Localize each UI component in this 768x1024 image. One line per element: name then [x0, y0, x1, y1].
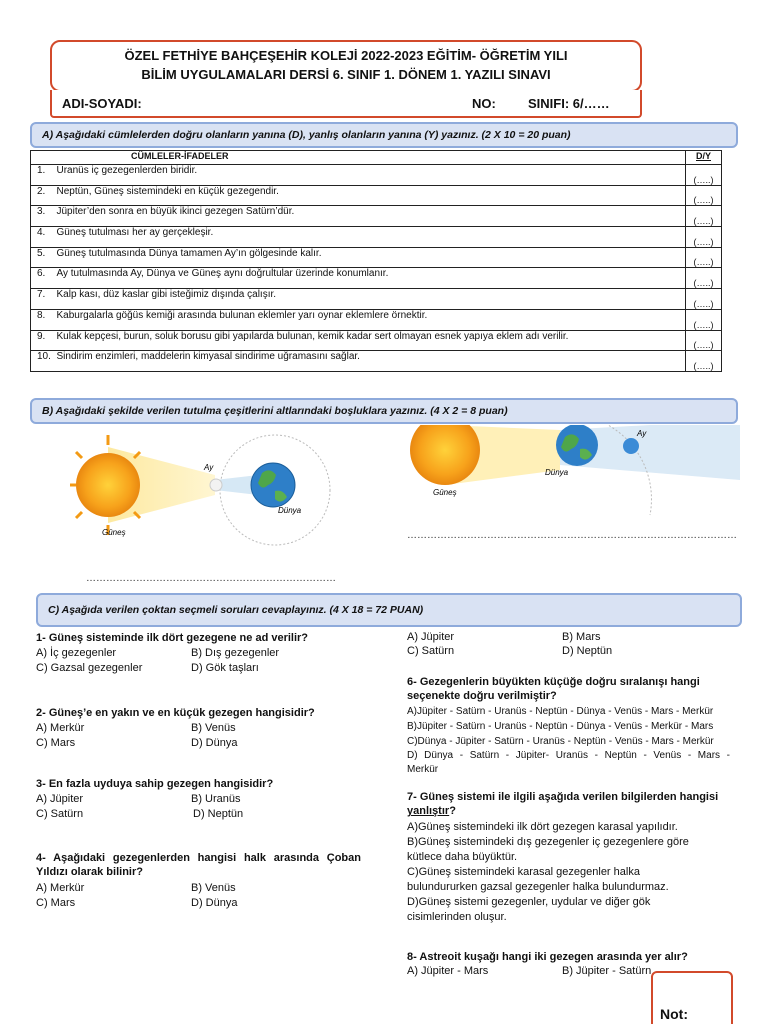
grade-label: Not: [660, 1006, 688, 1022]
q1-option-c[interactable]: C) Gazsal gezegenler [36, 662, 143, 674]
q1-option-a[interactable]: A) İç gezegenler [36, 647, 117, 659]
row-number: 7. [31, 289, 55, 310]
statement-text: Neptün, Güneş sistemindeki en küçük gezegendir. [55, 185, 686, 206]
moon-icon [210, 479, 222, 491]
q4-option-a[interactable]: A) Merkür [36, 882, 85, 894]
q7-option-d-line1[interactable]: D)Güneş sistemi gezegenler, uydular ve diğer gök [407, 896, 651, 908]
row-number: 4. [31, 227, 55, 248]
q6-option-a[interactable]: A)Jüpiter - Satürn - Uranüs - Neptün - Dünya - Venüs - Mars - Merkür [407, 706, 714, 717]
table-row [31, 247, 722, 268]
class-label: SINIFI: 6/…… [528, 96, 610, 111]
table-row [31, 227, 722, 248]
q4-option-c[interactable]: C) Mars [36, 897, 76, 909]
statement-text: Ay tutulmasında Ay, Dünya ve Güneş aynı doğrultular üzerinde konumlanır. [55, 268, 686, 289]
moon-icon [623, 438, 639, 454]
q2-option-b[interactable]: B) Venüs [191, 722, 236, 734]
q4-option-b[interactable]: B) Venüs [191, 882, 236, 894]
question-6-line2: seçenekte doğru verilmiştir? [407, 690, 557, 702]
question-8: 8- Astreoit kuşağı hangi iki gezegen arasında yer alır? [407, 951, 688, 963]
answer-blank[interactable]: (…..) [686, 268, 722, 289]
q7-option-b-line1[interactable]: B)Güneş sistemindeki dış gezegenler iç gezegenlere göre [407, 836, 689, 848]
table-header-row [31, 151, 722, 165]
school-title: ÖZEL FETHİYE BAHÇEŞEHİR KOLEJİ 2022-2023 EĞİTİM- ÖĞRETİM YILI [124, 48, 568, 63]
q1-option-b[interactable]: B) Dış gezegenler [191, 647, 280, 659]
q1-option-d[interactable]: D) Gök taşları [191, 662, 259, 674]
question-4-line2: Yıldızı olarak bilinir? [36, 866, 143, 878]
question-1: 1- Güneş sisteminde ilk dört gezegene ne ad verilir? [36, 632, 309, 644]
q7-option-c-line2[interactable]: bulundururken gazsal gezegenler halka bulundurmaz. [407, 881, 669, 893]
question-7-line2 [407, 804, 456, 818]
answer-blank[interactable]: (…..) [686, 206, 722, 227]
q8-option-b[interactable]: B) Jüpiter - Satürn [562, 965, 652, 977]
question-7-underlined: yanlıştır [407, 805, 450, 817]
statement-column-header: CÜMLELER-İFADELER [31, 151, 686, 165]
question-4-line1: 4- Aşağıdaki gezegenlerden hangisi halk arasında Çoban [36, 852, 361, 864]
dy-column-header: D/Y [686, 151, 722, 165]
row-number: 9. [31, 330, 55, 351]
answer-blank[interactable]: (…..) [686, 351, 722, 372]
section-c-title: C) Aşağıda verilen çoktan seçmeli soruları cevaplayınız. (4 X 18 = 72 PUAN) [36, 593, 742, 627]
section-b-title: B) Aşağıdaki şekilde verilen tutulma çeşitlerini altlarındaki boşluklara yazınız. (4 X 2 = 8 puan) [30, 398, 738, 424]
earth-label: Dünya [278, 506, 302, 515]
q5-option-b[interactable]: B) Mars [562, 631, 601, 643]
row-number: 5. [31, 247, 55, 268]
answer-blank[interactable]: (…..) [686, 165, 722, 186]
row-number: 2. [31, 185, 55, 206]
q2-option-c[interactable]: C) Mars [36, 737, 76, 749]
table-row [31, 351, 722, 372]
q6-option-c[interactable]: C)Dünya - Jüpiter - Satürn - Uranüs - Neptün - Venüs - Mars - Merkür [407, 736, 714, 747]
sun-label: Güneş [102, 528, 126, 537]
moon-label: Ay [204, 463, 214, 472]
row-number: 10. [31, 351, 55, 372]
statement-text: Uranüs iç gezegenlerden biridir. [55, 165, 686, 186]
question-6-line1: 6- Gezegenlerin büyükten küçüğe doğru sıralanışı hangi [407, 676, 700, 688]
statement-text: Kalp kası, düz kaslar gibi isteğimiz dışında çalışır. [55, 289, 686, 310]
earth-icon [251, 463, 295, 507]
earth-icon [556, 425, 598, 466]
row-number: 8. [31, 309, 55, 330]
table-row [31, 206, 722, 227]
answer-blank[interactable]: (…..) [686, 227, 722, 248]
q7-option-b-line2[interactable]: kütlece daha büyüktür. [407, 851, 518, 863]
name-label: ADI-SOYADI: [62, 96, 142, 111]
answer-blank[interactable]: (…..) [686, 309, 722, 330]
question-7-mark: ? [449, 805, 456, 817]
exam-title: BİLİM UYGULAMALARI DERSİ 6. SINIF 1. DÖNEM 1. YAZILI SINAVI [141, 67, 551, 82]
question-2: 2- Güneş’e en yakın ve en küçük gezegen hangisidir? [36, 707, 315, 719]
answer-line-right[interactable]: ……………………………………………………………………………………… [407, 530, 737, 541]
moon-label: Ay [637, 429, 647, 438]
statement-text: Güneş tutulması her ay gerçekleşir. [55, 227, 686, 248]
q7-option-d-line2[interactable]: cisimlerinden oluşur. [407, 911, 507, 923]
number-label: NO: [472, 96, 496, 111]
answer-blank[interactable]: (…..) [686, 247, 722, 268]
row-number: 3. [31, 206, 55, 227]
statement-text: Sindirim enzimleri, maddelerin kimyasal sindirime uğramasını sağlar. [55, 351, 686, 372]
solar-eclipse-figure [70, 425, 350, 550]
answer-blank[interactable]: (…..) [686, 330, 722, 351]
table-row [31, 309, 722, 330]
question-3: 3- En fazla uyduya sahip gezegen hangisidir? [36, 778, 274, 790]
q5-option-d[interactable]: D) Neptün [562, 645, 613, 657]
q8-option-a[interactable]: A) Jüpiter - Mars [407, 965, 489, 977]
q3-option-a[interactable]: A) Jüpiter [36, 793, 84, 805]
section-a-title: A) Aşağıdaki cümlelerden doğru olanların yanına (D), yanlış olanların yanına (Y) yazınız. (2 X 10 = 20 puan) [30, 122, 738, 148]
q7-option-a[interactable]: A)Güneş sistemindeki ilk dört gezegen karasal yapılıdır. [407, 821, 678, 833]
statement-text: Güneş tutulmasında Dünya tamamen Ay’ın gölgesinde kalır. [55, 247, 686, 268]
lunar-eclipse-figure [405, 425, 740, 525]
q6-option-d-line2[interactable]: Merkür [407, 764, 439, 775]
statement-text: Kulak kepçesi, burun, soluk borusu gibi yapılarda bulunan, kemik kadar sert olmayan esnek yapıya eklem adı verilir. [55, 330, 686, 351]
table-row [31, 289, 722, 310]
row-number: 1. [31, 165, 55, 186]
q3-option-c[interactable]: C) Satürn [36, 808, 84, 820]
q2-option-a[interactable]: A) Merkür [36, 722, 85, 734]
answer-blank[interactable]: (…..) [686, 185, 722, 206]
q3-option-d[interactable]: D) Neptün [193, 808, 244, 820]
answer-blank[interactable]: (…..) [686, 289, 722, 310]
answer-line-left[interactable]: ………………………………………………………………… [86, 573, 336, 584]
q5-option-c[interactable]: C) Satürn [407, 645, 455, 657]
true-false-table [30, 150, 722, 372]
row-number: 6. [31, 268, 55, 289]
sun-label: Güneş [433, 488, 457, 497]
q6-option-d-line1[interactable]: D) Dünya - Satürn - Jüpiter- Uranüs - Neptün - Venüs - Mars - [407, 750, 730, 761]
q3-option-b[interactable]: B) Uranüs [191, 793, 241, 805]
statement-text: Jüpiter’den sonra en büyük ikinci gezegen Satürn’dür. [55, 206, 686, 227]
q2-option-d[interactable]: D) Dünya [191, 737, 238, 749]
q6-option-b[interactable]: B)Jüpiter - Satürn - Uranüs - Neptün - Dünya - Venüs - Merkür - Mars [407, 721, 714, 732]
question-7-line1: 7- Güneş sistemi ile ilgili aşağıda verilen bilgilerden hangisi [407, 791, 719, 803]
statement-text: Kaburgalarla göğüs kemiği arasında bulunan eklemler yarı oynar eklemlere örnektir. [55, 309, 686, 330]
earth-label: Dünya [545, 468, 569, 477]
q7-option-c-line1[interactable]: C)Güneş sistemindeki karasal gezegenler halka [407, 866, 640, 878]
q5-option-a[interactable]: A) Jüpiter [407, 631, 455, 643]
table-row [31, 165, 722, 186]
table-row [31, 330, 722, 351]
q4-option-d[interactable]: D) Dünya [191, 897, 238, 909]
table-row [31, 185, 722, 206]
table-row [31, 268, 722, 289]
